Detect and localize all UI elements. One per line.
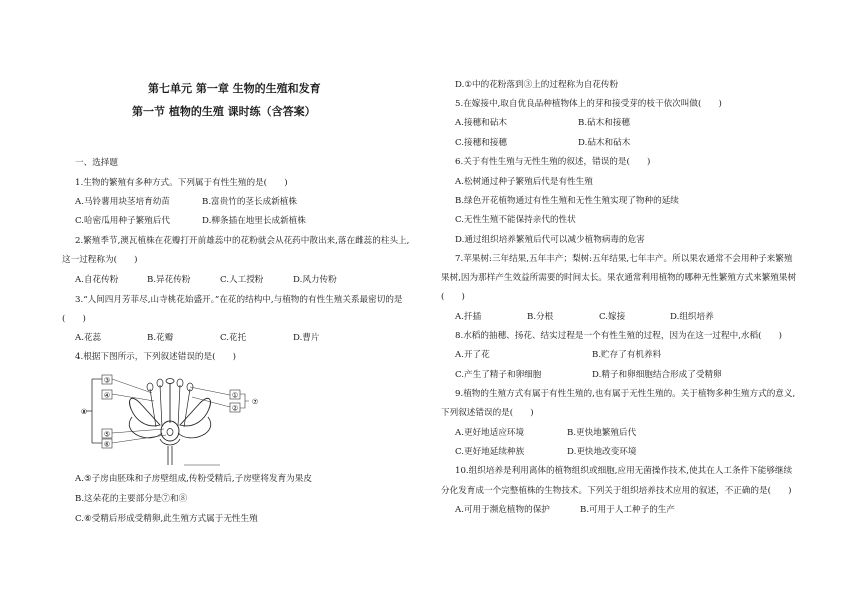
q3-option-c: C.花托 — [220, 333, 247, 343]
q4-option-d: D.①中的花粉落到③上的过程称为自花传粉 — [455, 80, 619, 90]
q9-option-a: A.更好地适应环境 — [455, 428, 525, 438]
q9-option-d: D.更快地改变环境 — [567, 447, 637, 457]
q2-stem-line1: 2.繁殖季节,澳瓦植株在花瓣打开前雄蕊中的花粉就会从花药中散出来,落在雌蕊的柱头上, — [75, 236, 410, 246]
q7-stem-line2: 果树,因为那样产生效益所需要的时间太长。果农通常利用植物的哪种无性繁殖方式来繁殖果树 — [441, 273, 797, 283]
q7-stem-line3: ( ) — [441, 292, 465, 302]
q2-option-c: C.人工授粉 — [220, 275, 264, 285]
q5-stem: 5.在嫁接中,取自优良品种植物体上的芽和接受芽的枝干依次叫做( ) — [455, 99, 722, 109]
q3-option-a: A.花蕊 — [75, 333, 102, 343]
q1-option-b: B.富贵竹的茎长成新植株 — [202, 197, 297, 207]
q10-stem-line1: 10.组织培养是利用离体的植物组织或细胞,应用无菌操作技术,使其在人工条件下能够继续 — [455, 466, 793, 476]
q3-stem-line1: 3.“人间四月芳菲尽,山寺桃花始盛开。”在花的结构中,与植物的有性生殖关系最密切的是 — [75, 295, 403, 305]
q6-option-a: A.松树通过种子繁殖后代是有性生殖 — [455, 177, 593, 187]
q4-option-b: B.这朵花的主要部分是⑦和⑧ — [75, 494, 188, 504]
q1-stem: 1.生物的繁殖有多种方式。下列属于有性生殖的是( ) — [75, 178, 288, 188]
q3-stem-line2: ( ) — [62, 314, 86, 324]
flower-structure-diagram — [80, 373, 260, 467]
q6-stem: 6.关于有性生殖与无性生殖的叙述，错误的是( ) — [455, 157, 651, 167]
q2-stem-line2: 这一过程称为( ) — [62, 255, 138, 265]
diagram-label: ⑧ — [80, 408, 88, 416]
q9-stem-line2: 下列叙述错误的是( ) — [441, 408, 534, 418]
q6-option-b: B.绿色开花植物通过有性生殖和无性生殖实现了物种的延续 — [455, 196, 679, 206]
q5-option-d: D.砧木和砧木 — [578, 138, 631, 148]
diagram-label: ⑥ — [103, 440, 111, 449]
q7-option-c: C.嫁接 — [599, 312, 626, 322]
q8-option-d: D.精子和卵细胞结合形成了受精卵 — [592, 370, 722, 380]
q6-option-c: C.无性生殖不能保持亲代的性状 — [455, 215, 576, 225]
lesson-title: 第一节 植物的生殖 课时练（含答案） — [132, 105, 316, 118]
diagram-label: ⑦ — [251, 398, 259, 406]
q8-option-a: A.开了花 — [455, 350, 490, 360]
q10-option-b: B.可用于人工种子的生产 — [580, 505, 675, 515]
q7-option-d: D.组织培养 — [670, 312, 714, 322]
q3-option-b: B.花瓣 — [147, 333, 174, 343]
q5-option-a: A.接穗和砧木 — [455, 118, 507, 128]
q10-stem-line2: 分化发育成一个完整植株的生物技术。下列关于组织培养技术应用的叙述，不正确的是( ) — [441, 486, 792, 496]
q2-option-d: D.风力传粉 — [293, 275, 337, 285]
q7-option-a: A.扦插 — [455, 312, 482, 322]
q1-option-a: A.马铃薯用块茎培育幼苗 — [75, 197, 170, 207]
q7-stem-line1: 7.苹果树:三年结果,五年丰产；梨树:五年结果,七年丰产。所以果农通常不会用种子来繁殖 — [455, 254, 793, 264]
q4-option-a: A.⑤子房由胚珠和子房壁组成,传粉受精后,子房壁将发育为果皮 — [75, 474, 312, 484]
q1-option-c: C.哈密瓜用种子繁殖后代 — [75, 216, 170, 226]
q9-stem-line1: 9.植物的生殖方式有属于有性生殖的,也有属于无性生殖的。关于植物多种生殖方式的意义, — [455, 389, 796, 399]
diagram-label: ① — [231, 391, 239, 400]
chapter-title: 第七单元 第一章 生物的生殖和发育 — [148, 82, 321, 95]
q4-stem: 4.根据下图所示，下列叙述错误的是( ) — [75, 352, 236, 362]
q1-option-d: D.柳条插在地里长成新植株 — [202, 216, 306, 226]
q8-option-b: B.贮存了有机养料 — [592, 350, 662, 360]
q6-option-d: D.通过组织培养繁殖后代可以减少植物病毒的危害 — [455, 235, 645, 245]
diagram-label: ⑤ — [103, 430, 111, 439]
q10-option-a: A.可用于濒危植物的保护 — [455, 505, 550, 515]
q2-option-a: A.自花传粉 — [75, 275, 119, 285]
section-heading: 一、选择题 — [75, 158, 118, 168]
q2-option-b: B.异花传粉 — [147, 275, 191, 285]
diagram-label: ③ — [103, 376, 111, 385]
q8-option-c: C.产生了精子和卵细胞 — [455, 370, 542, 380]
diagram-label: ④ — [103, 391, 111, 400]
q3-option-d: D.曹片 — [293, 333, 320, 343]
q4-option-c: C.⑥受精后形成受精卵,此生殖方式属于无性生殖 — [75, 514, 258, 524]
q8-stem: 8.水稻的抽穗、扬花、结实过程是一个有性生殖的过程，因为在这一过程中,水稻( ) — [455, 331, 783, 341]
q9-option-b: B.更快地繁殖后代 — [567, 428, 637, 438]
q7-option-b: B.分根 — [527, 312, 554, 322]
diagram-label: ② — [231, 404, 239, 413]
q9-option-c: C.更好地延续种族 — [455, 447, 525, 457]
q5-option-c: C.接穗和接穗 — [455, 138, 507, 148]
q5-option-b: B.砧木和接穗 — [578, 118, 631, 128]
